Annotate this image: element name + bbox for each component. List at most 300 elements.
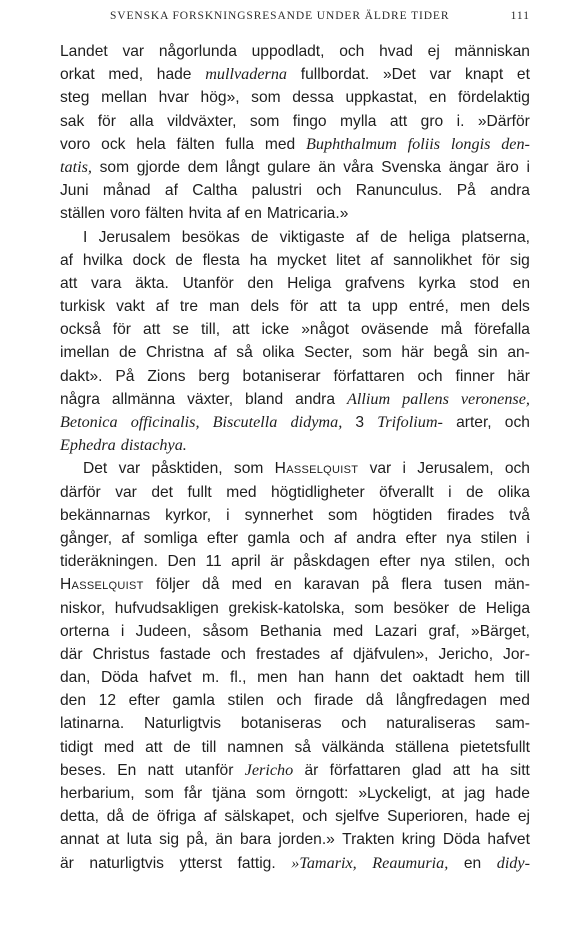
word: Döda: [101, 669, 139, 687]
word: Caltha: [192, 182, 238, 200]
word: Hasselquist: [60, 576, 144, 594]
word: En: [117, 761, 137, 779]
word: bekännarnas: [60, 506, 151, 524]
word: örngott:: [295, 785, 349, 802]
word: I: [83, 228, 88, 246]
text-line: [60, 481, 530, 504]
word: för: [97, 112, 116, 130]
word: långt: [225, 158, 260, 176]
word: fastade: [159, 645, 211, 663]
word: vakt: [116, 298, 145, 316]
word: att: [145, 738, 163, 756]
word: hafvet: [148, 669, 192, 687]
word: och: [504, 414, 530, 431]
word: de: [131, 808, 150, 826]
word: var: [118, 460, 141, 478]
word: Jerusalem,: [417, 460, 494, 478]
word: naturligtvis: [89, 854, 164, 872]
word: fingo: [292, 112, 327, 130]
word: förefalla: [474, 321, 530, 339]
word: icke: [261, 321, 290, 339]
word: dels: [501, 298, 530, 316]
word: Biscutella: [212, 413, 278, 431]
text-line: [60, 434, 530, 457]
word: långfredagen: [395, 692, 487, 710]
word: som: [251, 89, 281, 107]
word: namnen: [227, 738, 284, 756]
word: botaniseras: [240, 715, 322, 733]
word: mullvaderna: [205, 65, 288, 84]
word: veronense,: [460, 389, 530, 408]
word: en: [274, 576, 292, 594]
word: synnerhet: [244, 506, 314, 524]
word: några: [60, 390, 100, 408]
word: Landet: [60, 43, 108, 60]
text-line: [60, 828, 530, 851]
word: de: [466, 483, 484, 501]
word: sin: [477, 344, 498, 362]
word: firades: [447, 506, 495, 524]
word: fördelaktig: [457, 89, 530, 107]
word: Ephedra: [60, 436, 116, 455]
word: begå: [433, 344, 469, 362]
text-line: [60, 666, 530, 689]
word: våra: [343, 158, 374, 176]
word: till: [515, 669, 530, 687]
word: arter,: [456, 414, 492, 431]
word: är: [304, 761, 319, 779]
word: hafvet: [487, 831, 530, 849]
text-line: [60, 689, 530, 712]
word: påskdagen: [293, 553, 370, 571]
word: och: [220, 645, 246, 663]
word: högtidligheter: [271, 483, 365, 501]
word: äkta.: [135, 274, 169, 292]
word: uppkastat,: [345, 89, 418, 107]
word: Buphthalmum: [306, 134, 397, 153]
text-line: [60, 573, 530, 596]
word: och: [339, 43, 365, 60]
body-text: [60, 40, 530, 875]
word: Lazari: [374, 622, 418, 640]
word: som: [99, 158, 130, 176]
word: olika: [262, 344, 295, 362]
word: stod: [469, 274, 499, 292]
word: ytterst: [179, 854, 222, 872]
word: män-: [494, 576, 530, 594]
word: två: [509, 506, 530, 524]
word: »Därför: [477, 112, 530, 130]
text-line: [60, 550, 530, 573]
text-line: [60, 110, 530, 133]
word: latinarna.: [60, 715, 125, 733]
word: besöker: [393, 599, 450, 617]
word: Hasselquist: [274, 460, 359, 478]
word: och: [316, 182, 342, 200]
word: entré,: [408, 298, 449, 316]
word: tideräkningen.: [60, 553, 158, 571]
word: pallens: [402, 389, 449, 408]
word: jag: [464, 785, 486, 802]
word: och: [341, 715, 367, 733]
word: et: [516, 66, 530, 84]
word: finner: [455, 367, 495, 385]
word: hvilka: [82, 251, 123, 269]
word: på,: [186, 831, 209, 849]
word: af: [226, 205, 240, 223]
word: som: [144, 785, 174, 802]
word: hvad: [379, 43, 413, 60]
word: Secter,: [304, 344, 353, 362]
word: med: [264, 135, 296, 153]
word: i: [526, 529, 530, 547]
word: besökas: [181, 228, 240, 246]
word: stilen: [227, 692, 264, 710]
word: Svenska: [381, 158, 442, 176]
word: hög»,: [200, 89, 240, 107]
word: de: [173, 738, 191, 756]
word: distachya.: [120, 436, 187, 455]
word: bara: [239, 831, 272, 849]
word: att: [232, 321, 250, 339]
word: och: [504, 553, 530, 571]
word: heliga: [408, 228, 451, 246]
word: andra: [295, 390, 336, 408]
word: efter: [379, 553, 411, 571]
word: Jerusalem: [98, 228, 171, 246]
word: det: [151, 483, 174, 501]
word: andra: [490, 182, 530, 200]
text-line: [60, 643, 530, 666]
word: hufvudsakligen: [114, 599, 219, 617]
word: efter: [128, 692, 160, 710]
word: oväsende: [361, 321, 429, 339]
word: ock: [101, 135, 126, 153]
word: som: [354, 599, 384, 617]
word: därför: [60, 483, 101, 501]
word: de: [175, 251, 193, 269]
word: må: [440, 321, 463, 339]
word: de: [380, 228, 398, 246]
word: nya: [419, 553, 446, 571]
word: kyrkor,: [165, 506, 212, 524]
word: gjorde: [136, 158, 181, 176]
text-line: [60, 63, 530, 86]
word: hade: [156, 66, 192, 84]
word: där: [60, 645, 83, 663]
word: hela: [136, 135, 166, 153]
word: författaren: [333, 367, 405, 385]
word: af: [60, 251, 74, 269]
word: oaktadt: [412, 669, 464, 687]
word: Superioren,: [387, 808, 468, 826]
word: grekisk-katolska,: [228, 599, 345, 617]
text-line: [60, 202, 530, 225]
word: annat: [60, 831, 100, 849]
word: med: [226, 483, 257, 501]
word: litet: [336, 251, 361, 269]
word: herbarium,: [60, 785, 135, 802]
word: frestades: [255, 645, 321, 663]
word: hem: [474, 669, 505, 687]
word: Betonica: [60, 413, 118, 431]
word: jorden.»: [278, 831, 335, 849]
word: imellan: [60, 344, 110, 362]
word: Allium: [347, 389, 391, 408]
word: Heliga: [287, 274, 332, 292]
word: gamla: [172, 692, 215, 710]
word: uppodladt,: [251, 43, 325, 60]
text-line: [60, 457, 530, 480]
word: Utanför: [182, 274, 234, 292]
word: ej: [517, 808, 530, 826]
word: dakt».: [60, 367, 103, 385]
word: de: [458, 599, 477, 617]
word: Christna: [145, 344, 205, 362]
word: Christus: [92, 645, 150, 663]
word: för: [112, 321, 131, 339]
word: kring: [401, 831, 436, 849]
word: fälten: [176, 135, 215, 153]
word: då: [365, 692, 384, 710]
word: 3: [355, 414, 365, 431]
word: ställena: [395, 738, 449, 756]
word: viktigaste: [279, 228, 345, 246]
word: hann: [334, 669, 370, 687]
word: så: [236, 344, 253, 362]
text-line: [60, 295, 530, 318]
word: På: [115, 367, 135, 385]
text-line: [60, 318, 530, 341]
word: efter: [405, 529, 437, 547]
text-line: [60, 156, 530, 179]
word: med: [499, 692, 530, 710]
word: beses.: [60, 761, 106, 779]
text-line: [60, 272, 530, 295]
word: voro: [110, 205, 141, 223]
word: då: [202, 576, 220, 594]
word: kyrka: [418, 274, 456, 292]
word: Bethania: [259, 622, 322, 640]
word: öfriga: [156, 808, 196, 826]
word: orterna: [60, 622, 110, 640]
text-line: [60, 365, 530, 388]
word: ej: [427, 43, 440, 60]
word: orkat: [60, 66, 95, 84]
word: människan: [454, 43, 530, 60]
word: Ranunculus.: [355, 182, 443, 200]
word: Jericho,: [438, 645, 494, 663]
word: stilen,: [454, 553, 496, 571]
word: af: [164, 182, 178, 200]
word: »Lyckeligt,: [358, 785, 432, 802]
word: foliis: [407, 134, 441, 153]
word: de: [119, 344, 137, 362]
word: didy-: [496, 853, 530, 872]
word: mylla: [340, 112, 377, 130]
word: m.: [202, 669, 220, 687]
word: pietetsfullt: [459, 738, 530, 756]
word: flesta: [202, 251, 240, 269]
word: hvita: [188, 205, 222, 223]
word: djäfvulen»,: [353, 645, 429, 663]
word: allmänna: [111, 390, 176, 408]
word: botaniserar: [242, 367, 321, 385]
word: Det: [83, 460, 108, 478]
word: dels: [250, 298, 280, 316]
word: i: [402, 460, 406, 478]
word: Trifolium-: [377, 413, 443, 431]
word: bland: [245, 390, 284, 408]
word: voro: [60, 135, 91, 153]
text-line: [60, 527, 530, 550]
word: en: [244, 205, 262, 223]
word: ställen: [60, 205, 106, 223]
word: i: [120, 622, 125, 640]
word: Juni: [60, 182, 89, 200]
word: och: [504, 460, 530, 478]
word: af: [355, 228, 369, 246]
word: berg: [198, 367, 230, 385]
word: man: [209, 298, 240, 316]
word: Heliga: [485, 599, 530, 617]
word: sitt: [509, 761, 530, 779]
word: mycket: [276, 251, 327, 269]
word: här: [507, 367, 530, 385]
word: på: [371, 576, 390, 594]
word: fullbordat.: [300, 66, 370, 84]
word: af: [203, 808, 217, 826]
word: Reaumuria,: [372, 853, 449, 872]
word: alla: [129, 112, 154, 130]
word: att: [389, 112, 408, 130]
word: sam-: [495, 715, 530, 733]
word: sak: [60, 112, 85, 130]
word: gamla: [247, 529, 290, 547]
word: var: [115, 483, 137, 501]
word: an-: [507, 344, 530, 362]
page-header: [60, 10, 530, 30]
word: den: [60, 692, 87, 710]
word: utanför: [184, 761, 234, 779]
text-line: [60, 40, 530, 63]
word: till: [201, 738, 217, 756]
word: fattig.: [237, 854, 276, 872]
word: högtiden: [372, 506, 433, 524]
word: Den: [167, 553, 197, 571]
word: och: [299, 529, 325, 547]
word: fälten: [145, 205, 184, 223]
word: en: [512, 274, 530, 292]
word: då: [106, 808, 125, 826]
text-line: [60, 86, 530, 109]
text-line: [60, 341, 530, 364]
word: den: [247, 274, 274, 292]
word: att: [143, 321, 161, 339]
word: och: [276, 692, 302, 710]
word: en: [429, 89, 447, 107]
word: vildväxter,: [167, 112, 237, 130]
word: hade: [475, 808, 511, 826]
word: detta,: [60, 808, 100, 826]
word: gulare: [267, 158, 311, 176]
word: med,: [108, 66, 144, 84]
word: äro: [496, 158, 519, 176]
word: en: [463, 854, 482, 872]
word: sig: [509, 251, 530, 269]
text-line: [60, 226, 530, 249]
word: platserna,: [461, 228, 530, 246]
word: graf,: [428, 622, 460, 640]
word: palustri: [251, 182, 302, 200]
word: som: [362, 344, 392, 362]
word: longis: [450, 134, 491, 153]
word: dan,: [60, 669, 91, 687]
word: sjelfve: [335, 808, 380, 826]
word: dem: [187, 158, 219, 176]
word: 11: [205, 553, 222, 571]
word: af: [330, 645, 344, 663]
word: än: [318, 158, 336, 176]
word: men: [459, 298, 491, 316]
word: det: [380, 669, 402, 687]
word: firade: [314, 692, 354, 710]
text-line: [60, 249, 530, 272]
word: sig: [159, 831, 180, 849]
word: natt: [147, 761, 174, 779]
word: tusen: [443, 576, 483, 594]
word: niskor,: [60, 599, 106, 617]
word: som: [255, 785, 286, 802]
word: gro: [420, 112, 444, 130]
word: mellan: [101, 89, 148, 107]
word: påsktiden,: [151, 460, 223, 478]
word: at: [441, 785, 455, 802]
text-line: [60, 133, 530, 156]
word: var: [122, 43, 145, 60]
word: officinalis,: [130, 413, 200, 431]
word: Jericho: [244, 760, 294, 779]
word: »Bärget,: [471, 622, 530, 640]
word: olika: [497, 483, 530, 501]
word: som: [328, 506, 358, 524]
word: 12: [98, 692, 116, 710]
word: är: [60, 854, 74, 872]
word: med: [332, 622, 364, 640]
word: att: [319, 298, 337, 316]
word: andra: [356, 529, 397, 547]
word: Zions: [147, 367, 186, 385]
word: knapt: [465, 66, 504, 84]
word: såsom: [202, 622, 249, 640]
word: somliga: [143, 529, 198, 547]
word: naturaliseras: [386, 715, 476, 733]
word: välkända: [321, 738, 385, 756]
word: Jor-: [503, 645, 530, 663]
word: hvar: [158, 89, 189, 107]
word: dessa: [292, 89, 334, 107]
word: didyma,: [290, 413, 343, 431]
word: Matricaria.»: [266, 205, 349, 223]
word: vara: [91, 274, 122, 292]
text-line: [60, 852, 530, 875]
word: turkisk: [60, 298, 106, 316]
word: är: [270, 553, 284, 571]
word: april: [231, 553, 261, 571]
text-line: [60, 504, 530, 527]
word: men: [257, 669, 288, 687]
word: så: [294, 738, 311, 756]
